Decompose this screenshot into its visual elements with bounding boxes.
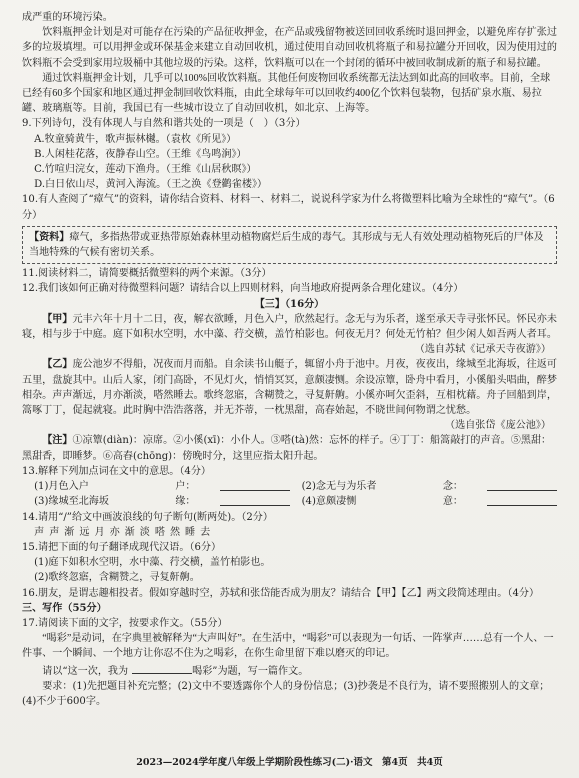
passage-yi-label: 【乙】 (42, 359, 73, 371)
q9-option-d: D.白日依山尽，黄河入海流。（王之涣《登鹳雀楼》） (34, 179, 268, 191)
q15-item-1: (1)庭下如积水空明，水中藻、荇交横，盖竹柏影也。 (34, 557, 271, 569)
q14-sentence: 声声渐远月亦渐淡嗒然睡去 (34, 526, 216, 538)
q13-item-2: (2)念无与为乐者 (301, 481, 377, 493)
q10-box-text: 瘴气，多指热带或亚热带原始森林里动植物腐烂后生成的毒气。其形成与无人有效处理动植物死后的尸体及当地特殊的气候有密切关系。 (29, 231, 544, 259)
passage-yi-text: 庞公池岁不得船，况夜而月而船。自余读书山艇子，辄留小舟于池中。月夜，夜夜出，缘城至北海坂，往返可五里，盘旋其中。山后人家，闭门高卧，不见灯火，悄悄冥冥，意颇凄恻。余设凉簟，卧舟中看月，小傒船头唱曲，醉梦相杂。声声渐远，月亦渐淡，嗒然睡去。歌终忽寤，含糊赞之，寻复鼾齁。小傒亦呵欠歪斜，互相枕藉。舟子回船到岸，篙啄丁丁，促起就寝。此时胸中浩浩落落，并无芥蒂，一枕黑甜，高春始起，不晓世间何物谓之忧愁。 (22, 359, 557, 417)
q17-prompt: “喝彩”是动词，在字典里被解释为“大声叫好”。在生活中，“喝彩”可以表现为一句话、一阵掌声……总有一个人、一件事、一个瞬间、一个地方让你忍不住为之喝彩，在你生命里留下难以磨灭的印记。 (22, 633, 554, 660)
q13-key-4: 意： (442, 496, 463, 508)
q13-answer-4[interactable] (487, 494, 557, 506)
q13-answer-1[interactable] (220, 479, 290, 491)
q16-stem: 16.朋友，是谓志趣相投者。假如穿越时空，苏轼和张岱能否成为朋友？请结合【甲】【乙】两文段简述理由。（4分） (22, 587, 540, 599)
q9-option-a: A.牧童骑黄牛，歌声振林樾。（袁枚《所见》） (34, 133, 237, 145)
q10-material-box (22, 226, 557, 264)
q12-stem: 12.我们该如何正确对待微塑料问题？请结合以上四则材料，向当地政府提两条合理化建议。（4分） (22, 283, 464, 295)
q13-stem: 13.解释下列加点词在文中的意思。（4分） (22, 465, 212, 477)
intro-paragraph-2: 通过饮料瓶押金计划，几乎可以100%回收饮料瓶。其他任何废物回收系统都无法达到如此高的回收率。目前，全球已经有60多个国家和地区通过押金制回收饮料瓶，由此全球每年可以回收约400亿个饮料包装物，包括矿泉水瓶、易拉罐、玻璃瓶等。目前，我国已有一些城市设立了自动回收机，如北京、上海等。 (22, 72, 551, 115)
notes-text: ①凉簟(diàn)：凉席。②小傒(xī)：小仆人。③嗒(tà)然：忘怀的样子。④丁丁：船篙敲打的声音。⑤黑甜：黑甜香，即睡梦。⑥高舂(chōng)：傍晚时分，这里应指太阳升起。 (22, 435, 552, 462)
q15-stem: 15.请把下面的句子翻译成现代汉语。（6分） (22, 541, 222, 553)
notes-label: 【注】 (42, 435, 73, 447)
q11-stem: 11.阅读材料二，请简要概括微塑料的两个来源。（3分） (22, 268, 272, 280)
q13-item-4: (4)意颇凄恻 (301, 496, 357, 508)
q15-item-2: (2)歌终忽寤，含糊赞之，寻复鼾齁。 (34, 572, 200, 584)
q10-box-label: 【资料】 (29, 231, 70, 243)
intro-paragraph-1: 饮料瓶押金计划是对可能存在污染的产品征收押金，在产品或残留物被送回回收系统时退回押金，以避免库存扩张过多的垃圾填埋。可以用押金或环保基金来建立自动回收机，通过使用自动回收机将瓶子和易拉罐分开回收，因为使用过的饮料瓶不会受到家用垃圾桶中其他垃圾的污染。这样，饮料瓶可以在一个封闭的循环中被回收制成新的瓶子和易拉罐。 (22, 27, 557, 69)
q13-row-2 (22, 494, 557, 509)
q13-item-1: (1)月色入户 (34, 481, 89, 493)
passage-jia-source: （选自苏轼《记承天寺夜游》） (414, 344, 551, 356)
q13-item-3: (3)缘城至北海坂 (34, 496, 109, 508)
q17-title-blank[interactable] (132, 662, 192, 674)
passage-jia (22, 312, 557, 342)
q13-key-2: 念： (442, 481, 463, 493)
q10-stem: 10.有人查阅了“瘴气”的资料，请你结合资料、材料一、材料二，说说科学家为什么将微塑料比喻为全球性的“瘴气”。（6分） (22, 194, 555, 221)
q9-option-b: B.人闲桂花落，夜静春山空。（王维《鸟鸣涧》） (34, 148, 247, 160)
q17-stem: 17.请阅读下面的文字，按要求作文。（55分） (22, 617, 228, 629)
q13-answer-2[interactable] (487, 479, 557, 491)
q13-answer-3[interactable] (220, 494, 290, 506)
q13-row-1 (22, 479, 557, 494)
passage-notes (22, 433, 557, 463)
q9-option-c: C.竹喧归浣女，莲动下渔舟。（王维《山居秋暝》） (34, 164, 257, 176)
q13-key-3: 缘： (175, 496, 196, 508)
section-3-heading: 【三】（16分） (254, 298, 325, 310)
passage-yi-source: （选自张岱《庞公池》） (445, 420, 551, 432)
q17-title-post: 喝彩”为题，写一篇作文。 (192, 665, 309, 677)
intro-line: 成严重的环境污染。 (22, 12, 113, 23)
q17-requirements: 要求：(1)先把题目补充完整；(2)文中不要透露你个人的身份信息；(3)抄袭是不良行为，请不要照搬别人的文章；(4)不少于600字。 (22, 680, 550, 707)
page-footer: 2023—2024学年度八年级上学期阶段性练习(二)·语文 第4页 共4页 (136, 756, 443, 768)
q9-stem: 9.下列诗句，没有体现人与自然和谐共处的一项是（ ）（3分） (22, 118, 306, 130)
passage-yi (22, 357, 557, 418)
q13-key-1: 户： (175, 481, 196, 493)
passage-jia-label: 【甲】 (42, 313, 73, 325)
passage-jia-text: 元丰六年十月十二日，夜，解衣欲睡，月色入户，欣然起行。念无与为乐者，遂至承天寺寻张怀民。怀民亦未寝，相与步于中庭。庭下如积水空明，水中藻、荇交横，盖竹柏影也。何夜无月？何处无竹柏？但少闲人如吾两人者耳。 (22, 313, 557, 341)
q17-title-pre: 请以“这一次，我为 (42, 665, 129, 677)
q17-title-line (22, 662, 557, 679)
writing-heading: 三、写作（55分） (22, 602, 107, 614)
q14-stem: 14.请用“/”给文中画波浪线的句子断句(断两处)。（2分） (22, 511, 273, 523)
